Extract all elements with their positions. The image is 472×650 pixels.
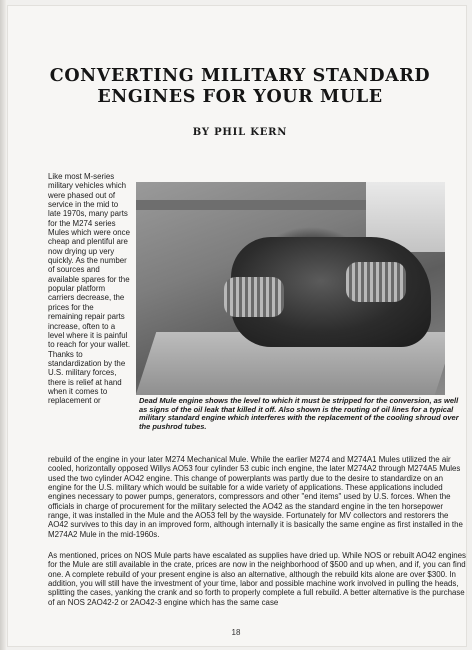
photo-caption: Dead Mule engine shows the level to which it must be stripped for the conversion, as well as signs of the oil leak that killed it off. Also shown is the routing of oil lines for a typical military standard engine which interferes with the replacement of the cooling shroud over the pushrod tubes.	[139, 396, 459, 432]
photo-cylinder-left	[224, 277, 284, 317]
pricing-paragraph: As mentioned, prices on NOS Mule parts have escalated as supplies have dried up. While NOS or rebuilt AO42 engines for the Mule are still available in the crate, prices are now in the neighborhood of $500 and up when, and if, you can find one. A complete rebuild of your present engine is also an alternative, although the rebuild kits alone are over $300. In addition, you will still have the investment of your time, labor and possible machine work involved in pulling the heads, splitting the cases, yanking the crank and so forth to properly complete a full rebuild. A better alternative is the purchase of an NOS 2AO42-2 or 2AO42-3 engine which has the same case	[48, 551, 466, 607]
intro-paragraph-column: Like most M-series military vehicles which were phased out of service in the mid to late 1970s, many parts for the M274 series Mules which were once cheap and plentiful are now drying up very quickly. As the number of sources and available spares for the popular platform carriers decrease, the prices for the remaining repair parts increase, often to a level where it is painful to reach for your wallet. Thanks to standardization by the U.S. military forces, there is relief at hand when it comes to replacement or	[48, 172, 131, 406]
engine-photo	[136, 182, 445, 395]
engine-history-paragraph: rebuild of the engine in your later M274 Mechanical Mule. While the earlier M274 and M274A1 Mules utilized the air cooled, horizontally opposed Willys AO53 four cylinder 53 cubic inch engine, the later M274A2 through M274A5 Mules used the two cylinder AO42 engine. This change of powerplants was partly due to the desire to standardize on an engine for the U.S. military which would be suitable for a wide variety of applications. These applications included engines necessary to power pumps, generators, compressors and other "end items" used by U.S. forces. When the officials in charge of procurement for the military selected the AO42 as the standard engine in the ten horsepower range, it was installed in the Mule and the AO53 fell by the wayside. Fortunately for MV collectors and restorers the AO42 survives to this day in an improved form, although internally it is basically the same engine as first installed in the M274A2 Mule in the mid-1960s.	[48, 455, 463, 539]
photo-cylinder-right	[346, 262, 406, 302]
author-byline: BY PHIL KERN	[192, 127, 288, 138]
page-edge-shadow	[0, 0, 6, 650]
title-line-1: CONVERTING MILITARY STANDARD	[49, 66, 431, 86]
article-title	[40, 66, 440, 108]
title-line-2: ENGINES FOR YOUR MULE	[97, 87, 383, 107]
page-number: 18	[231, 628, 241, 637]
